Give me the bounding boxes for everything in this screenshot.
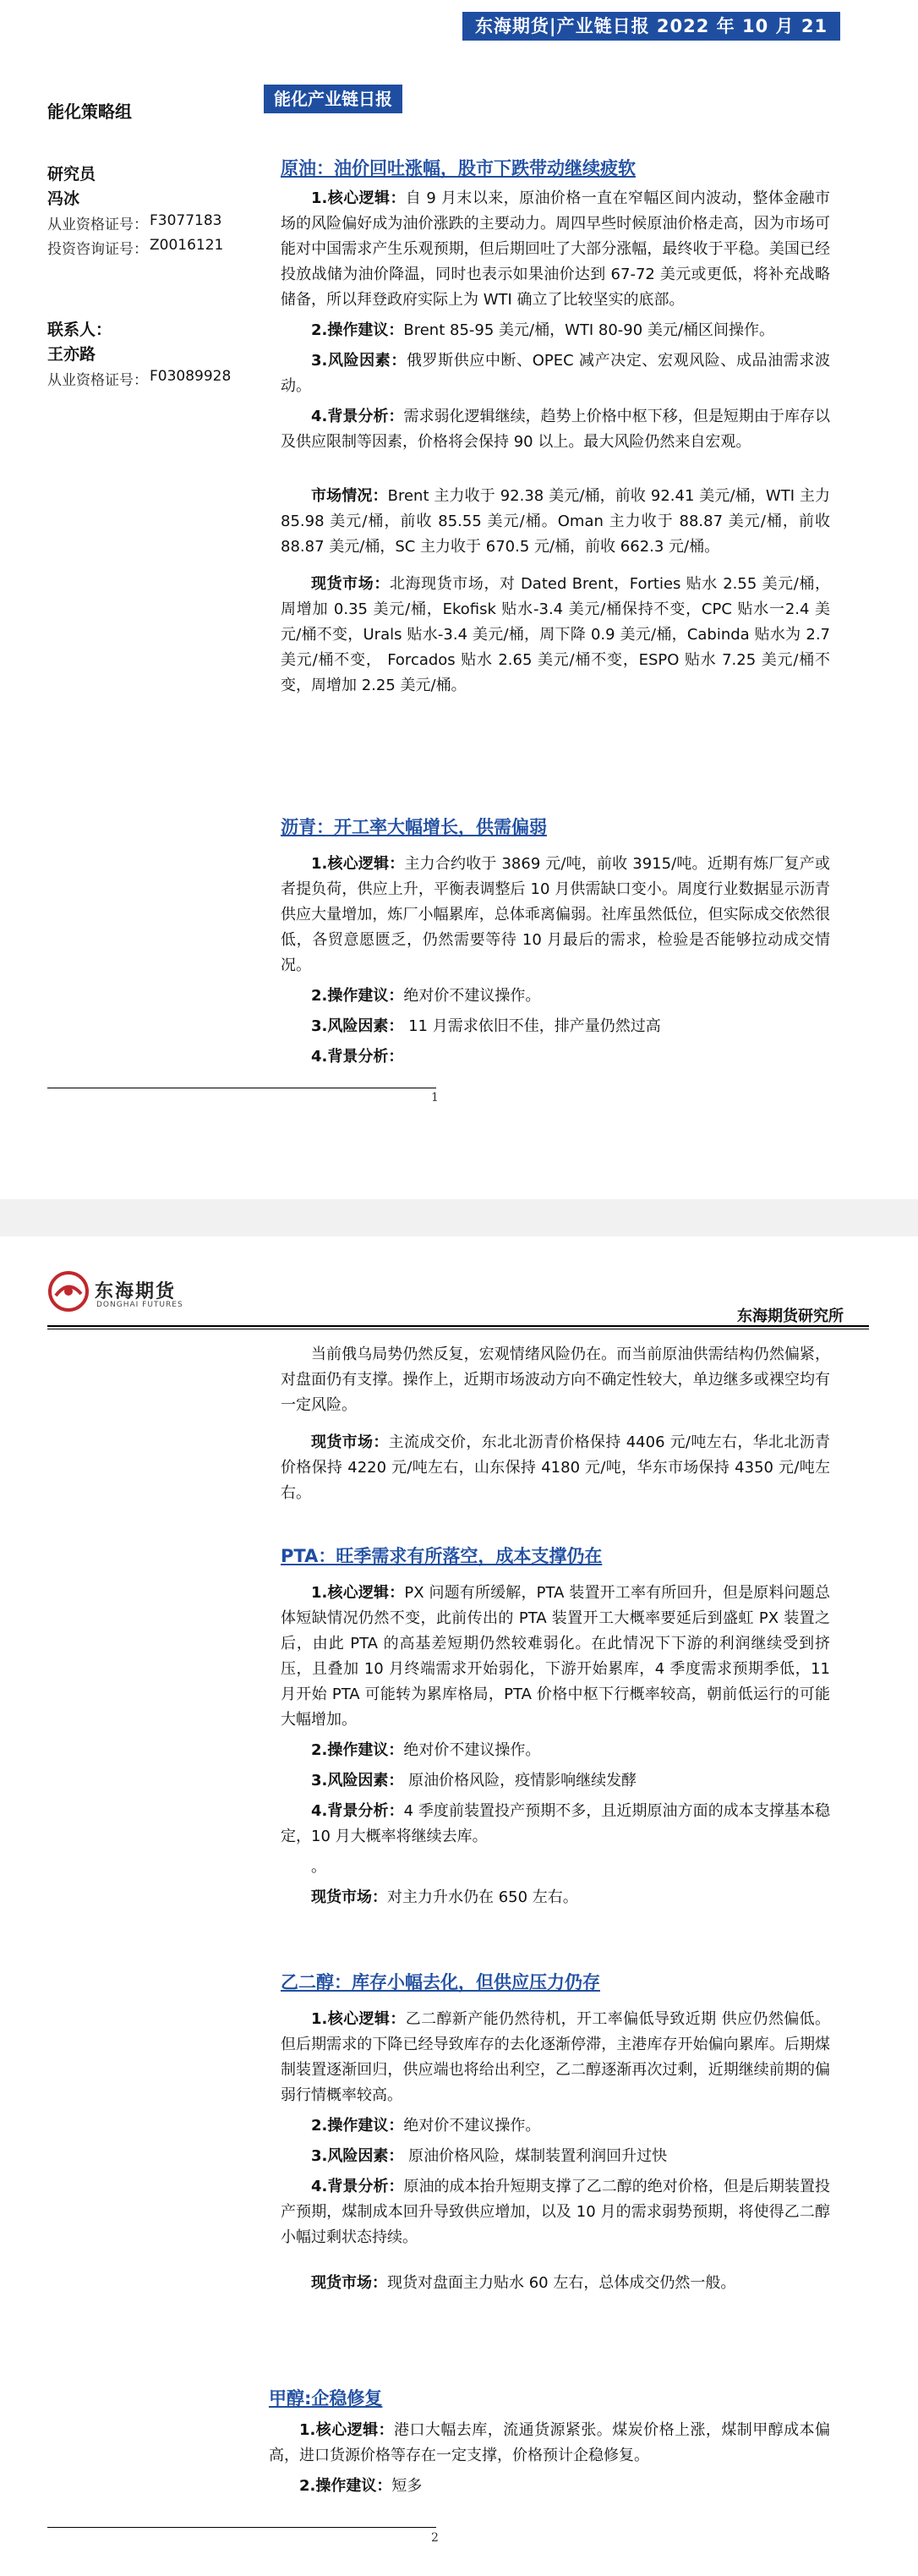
researcher-heading: 研究员 [47, 165, 96, 184]
researcher-advisor-label: 投资咨询证号： [47, 241, 148, 258]
section-title-asphalt[interactable]: 沥青：开工率大幅增长，供需偏弱 [281, 817, 547, 837]
meg-core [281, 2007, 830, 2108]
page-2 [0, 1236, 918, 2576]
crude-core-label: 1.核心逻辑： [311, 189, 406, 207]
crude-bg-text: 需求弱化逻辑继续，趋势上价格中枢下移，但是短期由于库存以及供应限制等因素，价格将会保持 90 以上。最大风险仍然来自宏观。 [281, 408, 830, 451]
meg-bg-text: 原油的成本抬升短期支撑了乙二醇的绝对价格，但是后期装置投产预期，煤制成本回升导致供应增加，以及 10 月的需求弱势预期，将使得乙二醇小幅过剩状态持续。 [281, 2178, 830, 2246]
report-tag: 能化产业链日报 [264, 85, 402, 113]
researcher-license-label: 从业资格证号： [47, 216, 148, 233]
pta-core-text: PX 问题有所缓解，PTA 装置开工率有所回升，但是原料问题总体短缺情况仍然不变，此前传出的 PTA 装置开工大概率要延后到盛虹 PX 装置之后，由此 PTA 的高基差短期仍然较难弱化。在此情况下下游的利润继续受到挤压，且叠加 10 月终端需求开始弱化，下游开始累库，4 季度需求预期季低，11 月开始 PTA 可能转为累库格局，PTA 价格中枢下行概率较高，朝前低运行的可能大幅增加。 [281, 1584, 830, 1729]
page-1 [0, 0, 918, 1199]
meg-core-text: 乙二醇新产能仍然待机，开工率偏低导致近期 供应仍然偏低。但后期需求的下降已经导致库存的去化逐渐停滞，主港库存开始偏向累库。后期煤制装置逐渐回归，供应端也将给出利空，乙二醇逐渐再次过剩，近期继续前期的偏弱行情概率较高。 [281, 2010, 830, 2104]
researcher-name: 冯冰 [47, 189, 80, 208]
asphalt-op [281, 984, 830, 1009]
contact-license: F03089928 [150, 368, 232, 385]
contact-license-row [47, 368, 267, 389]
section-asphalt-cont [281, 1342, 830, 1506]
pta-op-label: 2.操作建议： [311, 1741, 404, 1759]
asphalt-core-label: 1.核心逻辑： [311, 855, 405, 873]
researcher-license: F3077183 [150, 212, 222, 229]
pta-bg [281, 1799, 830, 1850]
meg-spot-label: 现货市场： [311, 2274, 387, 2292]
section-crude [281, 156, 830, 699]
pta-op-text: 绝对价不建议操作。 [403, 1741, 541, 1759]
crude-risk-text: 俄罗斯供应中断、OPEC 减产决定、宏观风险、成品油需求波动。 [281, 352, 830, 395]
meg-bg [281, 2174, 830, 2250]
researcher-license-row [47, 212, 267, 233]
crude-risk [281, 348, 830, 399]
meg-op-label: 2.操作建议： [311, 2117, 404, 2135]
meg-risk-label: 3.风险因素： [311, 2147, 404, 2165]
methanol-op-text: 短多 [391, 2477, 423, 2495]
crude-op-label: 2.操作建议： [311, 321, 404, 339]
crude-spot-text: 北海现货市场，对 Dated Brent，Forties 贴水 2.55 美元/桶，周增加 0.35 美元/桶，Ekofisk 贴水-3.4 美元/桶保持不变，CPC 贴水一2.4 美元/桶不变，Urals 贴水-3.4 美元/桶，周下降 0.9 美元/桶，Cabinda 贴水为 2.7 美元/桶不变， Forcados 贴水 2.65 美元/桶不变，ESPO 贴水 7.25 美元/桶不变，周增加 2.25 美元/桶。 [281, 575, 830, 694]
meg-spot [281, 2271, 830, 2296]
contact-heading: 联系人： [47, 321, 112, 339]
asphalt-op-text: 绝对价不建议操作。 [403, 987, 541, 1005]
asphalt-risk-label: 3.风险因素： [311, 1017, 404, 1035]
methanol-core [269, 2418, 830, 2469]
page-number-1: 1 [431, 1091, 439, 1104]
logo-mark-icon [47, 1270, 90, 1313]
pta-spot-text: 对主力升水仍在 650 左右。 [387, 1888, 578, 1906]
logo-text: 东海期货 [95, 1281, 177, 1302]
crude-market [281, 484, 830, 560]
section-methanol [269, 2386, 830, 2499]
pta-bg-text: 4 季度前装置投产预期不多，且近期原油方面的成本支撑基本稳定，10 月大概率将继续去库。 [281, 1802, 831, 1845]
asphalt-core [281, 852, 830, 978]
sidebar [47, 85, 267, 389]
crude-market-text: Brent 主力收于 92.38 美元/桶，前收 92.41 美元/桶，WTI 主力 85.98 美元/桶，前收 85.55 美元/桶。Oman 主力收于 88.87 美元/桶，前收 88.87 美元/桶，SC 主力收于 670.5 元/桶，前收 662.3 元/桶。 [281, 487, 831, 556]
pta-op [281, 1738, 830, 1763]
meg-bg-label: 4.背景分析： [311, 2178, 404, 2195]
pta-spot-label: 现货市场： [311, 1888, 387, 1906]
section-title-crude[interactable]: 原油：油价回吐涨幅，股市下跌带动继续疲软 [281, 158, 636, 178]
meg-spot-text: 现货对盘面主力贴水 60 左右，总体成交仍然一般。 [387, 2274, 736, 2292]
meg-core-label: 1.核心逻辑： [311, 2010, 406, 2028]
team-name: 能化策略组 [47, 101, 132, 122]
contact-block [47, 317, 267, 389]
pta-core [281, 1581, 830, 1733]
methanol-op [269, 2474, 830, 2499]
crude-market-label: 市场情况： [311, 487, 388, 505]
asphalt-spot-label: 现货市场： [311, 1433, 389, 1451]
asphalt-spot [281, 1430, 830, 1506]
meg-risk [281, 2144, 830, 2169]
header-rule-thick [47, 1325, 869, 1327]
section-pta [281, 1543, 830, 1910]
meg-op [281, 2113, 830, 2139]
asphalt-bg-label: 4.背景分析： [311, 1048, 404, 1066]
crude-spot [281, 572, 830, 699]
logo-subtext: DONGHAI FUTURES [96, 1301, 183, 1309]
page-gap [0, 1199, 918, 1236]
researcher-advisor: Z0016121 [150, 237, 224, 254]
asphalt-core-text: 主力合约收于 3869 元/吨，前收 3915/吨。近期有炼厂复产或者提负荷，供应上升，平衡表调整后 10 月供需缺口变小。周度行业数据显示沥青供应大量增加，炼厂小幅累库，总体乖离偏弱。社库虽然低位，但实际成交依然很低，各贸意愿匮乏，仍然需要等待 10 月最后的需求，检验是否能够拉动成交情况。 [281, 855, 830, 974]
methanol-core-label: 1.核心逻辑： [299, 2421, 395, 2439]
section-title-meg[interactable]: 乙二醇：库存小幅去化，但供应压力仍存 [281, 1972, 600, 1992]
crude-bg [281, 404, 830, 455]
pta-risk-label: 3.风险因素： [311, 1772, 404, 1789]
report-header-title: 东海期货|产业链日报 2022 年 10 月 21 日 [462, 12, 840, 41]
institute-name: 东海期货研究所 [737, 1307, 844, 1325]
pta-risk-text: 原油价格风险，疫情影响继续发酵 [403, 1772, 637, 1789]
section-meg [281, 1970, 830, 2296]
pta-spot [281, 1885, 830, 1910]
crude-op [281, 318, 830, 343]
pta-risk [281, 1768, 830, 1794]
crude-core-text: 自 9 月末以来，原油价格一直在窄幅区间内波动，整体金融市场的风险偏好成为油价涨跌的主要动力。周四早些时候原油价格走高，因为市场可能对中国需求产生乐观预期，但后期回吐了大部分涨幅，最终收于平稳。美国已经投放战储为油价降温，同时也表示如果油价达到 67-72 美元或更低，将补充战略储备，所以拜登政府实际上为 WTI 确立了比较坚实的底部。 [281, 189, 830, 309]
methanol-core-text: 港口大幅去库，流通货源紧张。煤炭价格上涨，煤制甲醇成本偏高，进口货源价格等存在一定支撑，价格预计企稳修复。 [269, 2421, 830, 2464]
crude-bg-label: 4.背景分析： [311, 408, 404, 425]
crude-op-text: Brent 85-95 美元/桶，WTI 80-90 美元/桶区间操作。 [403, 321, 774, 339]
section-asphalt [281, 814, 830, 1070]
asphalt-risk-text: 11 月需求依旧不佳，排产量仍然过高 [403, 1017, 661, 1035]
contact-name: 王亦路 [47, 345, 96, 364]
asphalt-spot-text: 主流成交价，东北北沥青价格保持 4406 元/吨左右，华北北沥青价格保持 4220 元/吨左右，山东保持 4180 元/吨，华东市场保持 4350 元/吨左右。 [281, 1433, 830, 1502]
asphalt-bg [281, 1044, 830, 1070]
researcher-advisor-row [47, 237, 267, 258]
asphalt-risk [281, 1014, 830, 1039]
researcher-block [47, 162, 267, 258]
footnote-rule-2 [47, 2527, 436, 2528]
pta-core-label: 1.核心逻辑： [311, 1584, 405, 1602]
contact-license-label: 从业资格证号： [47, 372, 148, 389]
section-title-methanol[interactable]: 甲醇:企稳修复 [269, 2388, 383, 2409]
pta-bg-label: 4.背景分析： [311, 1802, 404, 1820]
asphalt-bg-text: 当前俄乌局势仍然反复，宏观情绪风险仍在。而当前原油供需结构仍然偏紧，对盘面仍有支撑。操作上，近期市场波动方向不确定性较大，单边继多或裸空均有一定风险。 [281, 1346, 830, 1414]
meg-risk-text: 原油价格风险，煤制装置利润回升过快 [403, 2147, 668, 2165]
crude-spot-label: 现货市场： [311, 575, 390, 593]
methanol-op-label: 2.操作建议： [299, 2477, 392, 2495]
section-title-pta[interactable]: PTA：旺季需求有所落空，成本支撑仍在 [281, 1546, 603, 1566]
meg-op-text: 绝对价不建议操作。 [403, 2117, 541, 2135]
asphalt-op-label: 2.操作建议： [311, 987, 404, 1005]
crude-core [281, 186, 830, 313]
page-number-2: 2 [431, 2531, 439, 2545]
pta-dot: 。 [311, 1858, 326, 1876]
company-logo [47, 1270, 216, 1318]
crude-risk-label: 3.风险因素： [311, 352, 407, 370]
